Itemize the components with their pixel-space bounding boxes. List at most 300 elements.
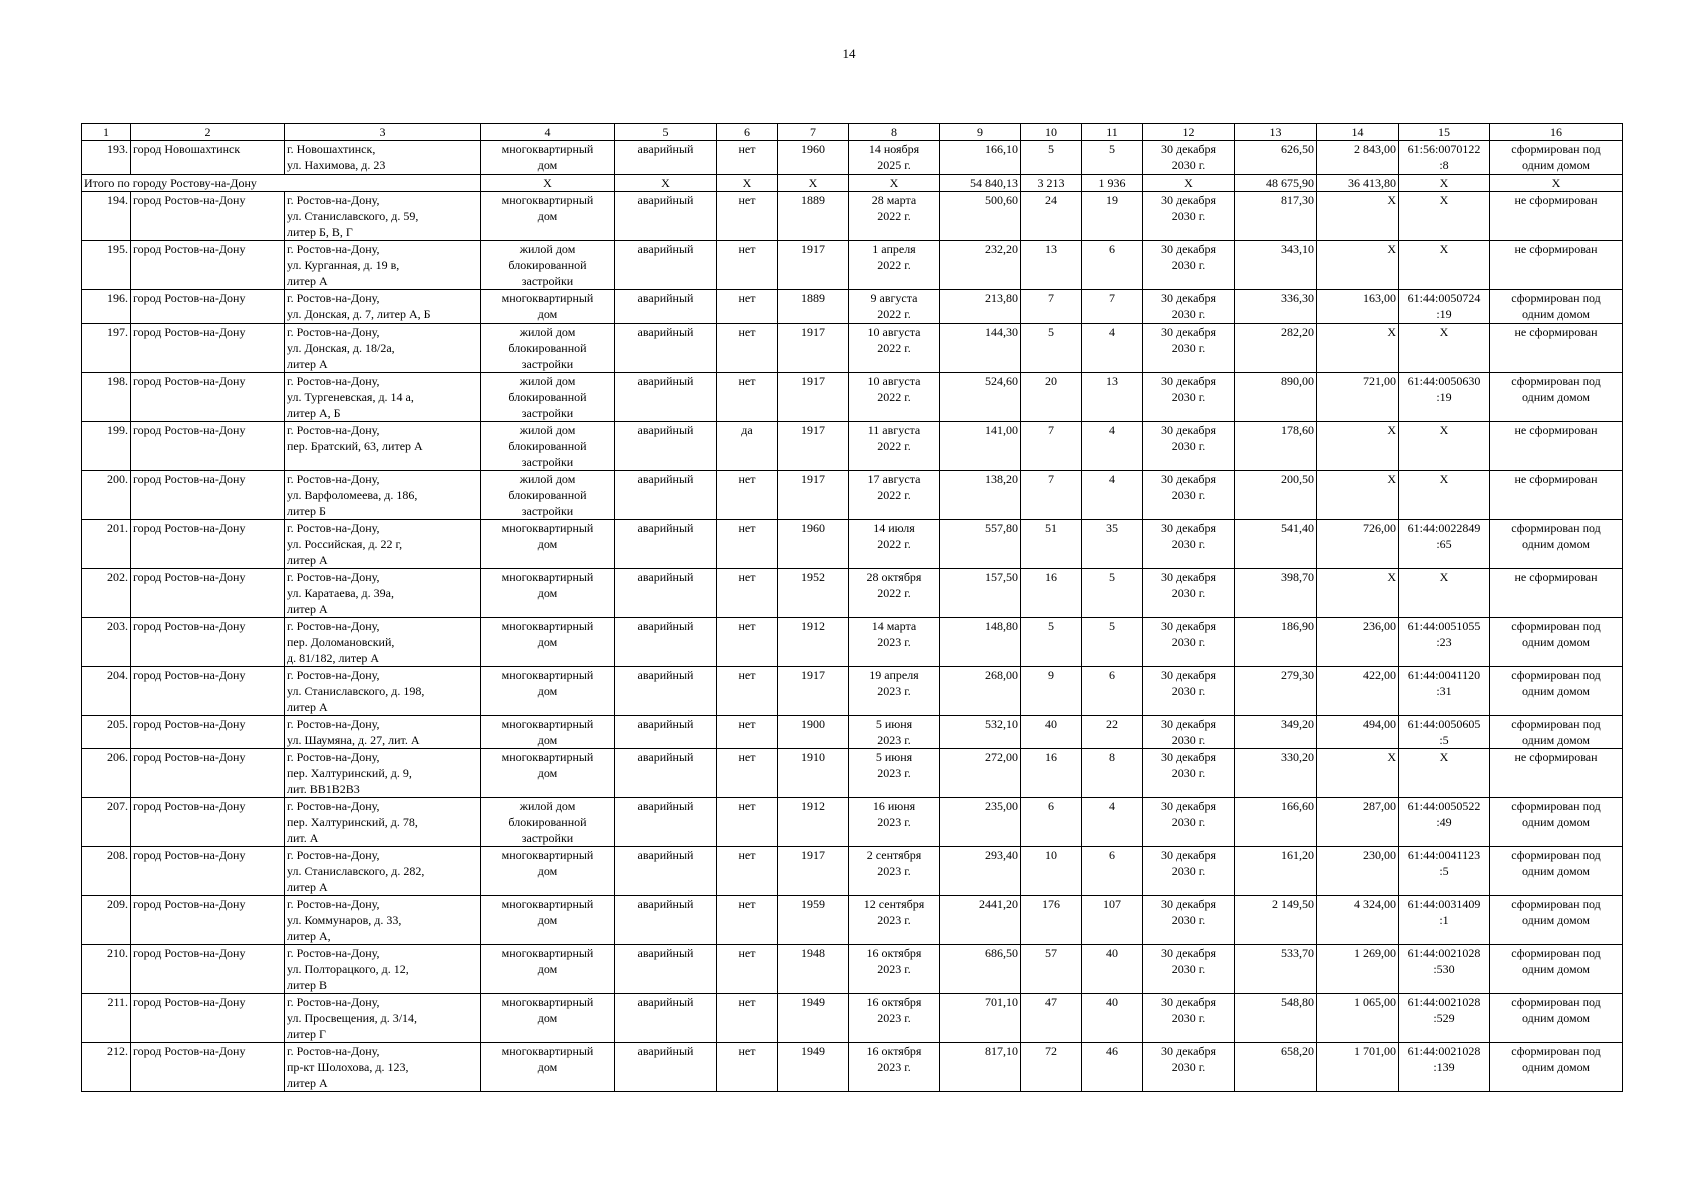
cell-year: 1960 bbox=[778, 141, 849, 175]
cell-c13: 817,30 bbox=[1235, 192, 1317, 241]
emergency-housing-table bbox=[81, 123, 1623, 1092]
column-number-header: 9 bbox=[940, 124, 1021, 141]
cell-c6: нет bbox=[717, 373, 778, 422]
cell-city: город Ростов-на-Дону bbox=[131, 798, 285, 847]
column-number-header: 16 bbox=[1490, 124, 1623, 141]
table-row bbox=[82, 569, 1623, 618]
cell-type: жилой дом блокированной застройки bbox=[481, 422, 615, 471]
cell-num: 197. bbox=[82, 324, 131, 373]
column-number-header: 12 bbox=[1143, 124, 1235, 141]
cell-year: 1917 bbox=[778, 241, 849, 290]
cell-city: город Ростов-на-Дону bbox=[131, 945, 285, 994]
table-row bbox=[82, 847, 1623, 896]
cell-date: 16 октября 2023 г. bbox=[849, 945, 940, 994]
table-row bbox=[82, 141, 1623, 175]
cell-cadastre: 61:44:0031409 :1 bbox=[1399, 896, 1490, 945]
cell-state: аварийный bbox=[615, 241, 717, 290]
cell-c14: 287,00 bbox=[1317, 798, 1399, 847]
cell-c11: 40 bbox=[1082, 994, 1143, 1043]
cell-c13: 349,20 bbox=[1235, 716, 1317, 749]
cell-city: город Ростов-на-Дону bbox=[131, 716, 285, 749]
cell-status: сформирован под одним домом bbox=[1490, 716, 1623, 749]
cell-area: 141,00 bbox=[940, 422, 1021, 471]
cell-city: город Ростов-на-Дону bbox=[131, 569, 285, 618]
cell-type: многоквартирный дом bbox=[481, 847, 615, 896]
cell-c11: 4 bbox=[1082, 798, 1143, 847]
cell-cadastre: 61:44:0041123 :5 bbox=[1399, 847, 1490, 896]
cell-state: аварийный bbox=[615, 141, 717, 175]
cell-c13: 282,20 bbox=[1235, 324, 1317, 373]
cell-city: город Ростов-на-Дону bbox=[131, 520, 285, 569]
cell-area: 235,00 bbox=[940, 798, 1021, 847]
cell-area: 532,10 bbox=[940, 716, 1021, 749]
cell-c10: 6 bbox=[1021, 798, 1082, 847]
cell-c13: 2 149,50 bbox=[1235, 896, 1317, 945]
cell-date: 12 сентября 2023 г. bbox=[849, 896, 940, 945]
header-row bbox=[82, 124, 1623, 141]
cell-type: жилой дом блокированной застройки bbox=[481, 241, 615, 290]
cell-city: город Ростов-на-Дону bbox=[131, 471, 285, 520]
cell-num: 211. bbox=[82, 994, 131, 1043]
cell-city: город Ростов-на-Дону bbox=[131, 618, 285, 667]
cell-status: не сформирован bbox=[1490, 471, 1623, 520]
table-row bbox=[82, 618, 1623, 667]
cell-c13: 336,30 bbox=[1235, 290, 1317, 324]
cell-c11: 107 bbox=[1082, 896, 1143, 945]
cell-area: 157,50 bbox=[940, 569, 1021, 618]
cell-cadastre: X bbox=[1399, 471, 1490, 520]
cell-status: не сформирован bbox=[1490, 749, 1623, 798]
table-row bbox=[82, 667, 1623, 716]
cell-type: многоквартирный дом bbox=[481, 1043, 615, 1092]
cell-c11: 22 bbox=[1082, 716, 1143, 749]
table-body bbox=[82, 124, 1623, 1092]
cell-deadline: 30 декабря 2030 г. bbox=[1143, 141, 1235, 175]
cell-num: 208. bbox=[82, 847, 131, 896]
cell-c11: 7 bbox=[1082, 290, 1143, 324]
cell-c13: 343,10 bbox=[1235, 241, 1317, 290]
cell-c11: 6 bbox=[1082, 847, 1143, 896]
column-number-header: 8 bbox=[849, 124, 940, 141]
cell-cadastre: X bbox=[1399, 324, 1490, 373]
cell-address: г. Ростов-на-Дону, ул. Станиславского, д. 198, литер А bbox=[285, 667, 481, 716]
column-number-header: 6 bbox=[717, 124, 778, 141]
column-number-header: 1 bbox=[82, 124, 131, 141]
cell-area: 686,50 bbox=[940, 945, 1021, 994]
cell-cadastre: 61:44:0050724 :19 bbox=[1399, 290, 1490, 324]
cell-deadline: 30 декабря 2030 г. bbox=[1143, 422, 1235, 471]
cell-c10: 57 bbox=[1021, 945, 1082, 994]
cell-c6: нет bbox=[717, 994, 778, 1043]
cell-type: многоквартирный дом bbox=[481, 520, 615, 569]
column-number-header: 3 bbox=[285, 124, 481, 141]
cell-date: 16 июня 2023 г. bbox=[849, 798, 940, 847]
cell-c10: 47 bbox=[1021, 994, 1082, 1043]
total-c5: X bbox=[615, 175, 717, 192]
cell-c6: нет bbox=[717, 241, 778, 290]
cell-area: 293,40 bbox=[940, 847, 1021, 896]
cell-c10: 5 bbox=[1021, 324, 1082, 373]
cell-status: сформирован под одним домом bbox=[1490, 896, 1623, 945]
total-c12: X bbox=[1143, 175, 1235, 192]
cell-c13: 186,90 bbox=[1235, 618, 1317, 667]
cell-status: сформирован под одним домом bbox=[1490, 141, 1623, 175]
cell-num: 194. bbox=[82, 192, 131, 241]
cell-cadastre: 61:44:0021028 :529 bbox=[1399, 994, 1490, 1043]
cell-address: г. Ростов-на-Дону, ул. Донская, д. 18/2а, литер А bbox=[285, 324, 481, 373]
table-row bbox=[82, 994, 1623, 1043]
cell-city: город Ростов-на-Дону bbox=[131, 422, 285, 471]
table-row bbox=[82, 896, 1623, 945]
cell-state: аварийный bbox=[615, 373, 717, 422]
cell-c6: нет bbox=[717, 1043, 778, 1092]
table-row bbox=[82, 945, 1623, 994]
cell-num: 210. bbox=[82, 945, 131, 994]
cell-c6: да bbox=[717, 422, 778, 471]
cell-c11: 40 bbox=[1082, 945, 1143, 994]
cell-status: сформирован под одним домом bbox=[1490, 1043, 1623, 1092]
cell-c11: 13 bbox=[1082, 373, 1143, 422]
cell-state: аварийный bbox=[615, 945, 717, 994]
cell-address: г. Новошахтинск, ул. Нахимова, д. 23 bbox=[285, 141, 481, 175]
cell-c13: 548,80 bbox=[1235, 994, 1317, 1043]
cell-year: 1917 bbox=[778, 324, 849, 373]
total-c10: 3 213 bbox=[1021, 175, 1082, 192]
cell-deadline: 30 декабря 2030 г. bbox=[1143, 1043, 1235, 1092]
cell-address: г. Ростов-на-Дону, ул. Коммунаров, д. 33, литер А, bbox=[285, 896, 481, 945]
cell-type: многоквартирный дом bbox=[481, 141, 615, 175]
cell-status: сформирован под одним домом bbox=[1490, 290, 1623, 324]
cell-city: город Ростов-на-Дону bbox=[131, 324, 285, 373]
cell-cadastre: X bbox=[1399, 422, 1490, 471]
table-row bbox=[82, 798, 1623, 847]
cell-status: не сформирован bbox=[1490, 422, 1623, 471]
cell-date: 10 августа 2022 г. bbox=[849, 373, 940, 422]
cell-area: 148,80 bbox=[940, 618, 1021, 667]
cell-cadastre: X bbox=[1399, 569, 1490, 618]
cell-city: город Новошахтинск bbox=[131, 141, 285, 175]
cell-cadastre: 61:44:0021028 :530 bbox=[1399, 945, 1490, 994]
cell-type: многоквартирный дом bbox=[481, 945, 615, 994]
column-number-header: 11 bbox=[1082, 124, 1143, 141]
cell-c6: нет bbox=[717, 290, 778, 324]
cell-c14: 726,00 bbox=[1317, 520, 1399, 569]
cell-c11: 4 bbox=[1082, 422, 1143, 471]
cell-address: г. Ростов-на-Дону, пер. Халтуринский, д. 78, лит. А bbox=[285, 798, 481, 847]
cell-c14: 4 324,00 bbox=[1317, 896, 1399, 945]
cell-area: 138,20 bbox=[940, 471, 1021, 520]
cell-status: не сформирован bbox=[1490, 569, 1623, 618]
cell-c10: 51 bbox=[1021, 520, 1082, 569]
cell-year: 1910 bbox=[778, 749, 849, 798]
total-c16: X bbox=[1490, 175, 1623, 192]
cell-address: г. Ростов-на-Дону, пер. Братский, 63, литер А bbox=[285, 422, 481, 471]
cell-city: город Ростов-на-Дону bbox=[131, 896, 285, 945]
cell-c14: X bbox=[1317, 749, 1399, 798]
cell-c11: 6 bbox=[1082, 667, 1143, 716]
cell-deadline: 30 декабря 2030 г. bbox=[1143, 798, 1235, 847]
cell-c14: 1 269,00 bbox=[1317, 945, 1399, 994]
cell-cadastre: 61:44:0050522 :49 bbox=[1399, 798, 1490, 847]
cell-c11: 4 bbox=[1082, 324, 1143, 373]
total-c7: X bbox=[778, 175, 849, 192]
table-row bbox=[82, 1043, 1623, 1092]
cell-c14: X bbox=[1317, 241, 1399, 290]
cell-year: 1912 bbox=[778, 798, 849, 847]
cell-c6: нет bbox=[717, 471, 778, 520]
cell-type: жилой дом блокированной застройки bbox=[481, 798, 615, 847]
total-label: Итого по городу Ростову-на-Дону bbox=[82, 175, 481, 192]
cell-c11: 46 bbox=[1082, 1043, 1143, 1092]
cell-num: 195. bbox=[82, 241, 131, 290]
cell-cadastre: X bbox=[1399, 749, 1490, 798]
cell-year: 1959 bbox=[778, 896, 849, 945]
cell-area: 500,60 bbox=[940, 192, 1021, 241]
cell-date: 28 марта 2022 г. bbox=[849, 192, 940, 241]
cell-state: аварийный bbox=[615, 192, 717, 241]
total-c4: X bbox=[481, 175, 615, 192]
cell-address: г. Ростов-на-Дону, ул. Станиславского, д. 59, литер Б, В, Г bbox=[285, 192, 481, 241]
cell-c10: 5 bbox=[1021, 141, 1082, 175]
cell-status: сформирован под одним домом bbox=[1490, 847, 1623, 896]
cell-date: 14 марта 2023 г. bbox=[849, 618, 940, 667]
cell-city: город Ростов-на-Дону bbox=[131, 847, 285, 896]
cell-state: аварийный bbox=[615, 847, 717, 896]
table-row bbox=[82, 716, 1623, 749]
cell-deadline: 30 декабря 2030 г. bbox=[1143, 749, 1235, 798]
cell-date: 10 августа 2022 г. bbox=[849, 324, 940, 373]
cell-c6: нет bbox=[717, 520, 778, 569]
cell-address: г. Ростов-на-Дону, пер. Доломановский, д. 81/182, литер А bbox=[285, 618, 481, 667]
cell-c13: 398,70 bbox=[1235, 569, 1317, 618]
cell-c13: 541,40 bbox=[1235, 520, 1317, 569]
cell-address: г. Ростов-на-Дону, ул. Варфоломеева, д. 186, литер Б bbox=[285, 471, 481, 520]
cell-c14: 230,00 bbox=[1317, 847, 1399, 896]
cell-area: 817,10 bbox=[940, 1043, 1021, 1092]
table-row bbox=[82, 520, 1623, 569]
cell-city: город Ростов-на-Дону bbox=[131, 1043, 285, 1092]
cell-c11: 19 bbox=[1082, 192, 1143, 241]
cell-area: 232,20 bbox=[940, 241, 1021, 290]
cell-city: город Ростов-на-Дону bbox=[131, 667, 285, 716]
table-row bbox=[82, 241, 1623, 290]
cell-c6: нет bbox=[717, 667, 778, 716]
cell-year: 1949 bbox=[778, 994, 849, 1043]
cell-num: 206. bbox=[82, 749, 131, 798]
total-c8: X bbox=[849, 175, 940, 192]
cell-deadline: 30 декабря 2030 г. bbox=[1143, 290, 1235, 324]
cell-c14: X bbox=[1317, 192, 1399, 241]
cell-c11: 35 bbox=[1082, 520, 1143, 569]
cell-year: 1889 bbox=[778, 192, 849, 241]
cell-status: сформирован под одним домом bbox=[1490, 618, 1623, 667]
cell-deadline: 30 декабря 2030 г. bbox=[1143, 618, 1235, 667]
cell-c6: нет bbox=[717, 569, 778, 618]
cell-deadline: 30 декабря 2030 г. bbox=[1143, 716, 1235, 749]
cell-c6: нет bbox=[717, 618, 778, 667]
cell-state: аварийный bbox=[615, 290, 717, 324]
cell-c10: 176 bbox=[1021, 896, 1082, 945]
cell-city: город Ростов-на-Дону bbox=[131, 192, 285, 241]
cell-address: г. Ростов-на-Дону, ул. Российская, д. 22 г, литер А bbox=[285, 520, 481, 569]
cell-state: аварийный bbox=[615, 618, 717, 667]
cell-address: г. Ростов-на-Дону, ул. Полторацкого, д. 12, литер В bbox=[285, 945, 481, 994]
cell-c13: 626,50 bbox=[1235, 141, 1317, 175]
total-c13: 48 675,90 bbox=[1235, 175, 1317, 192]
cell-c11: 4 bbox=[1082, 471, 1143, 520]
cell-state: аварийный bbox=[615, 716, 717, 749]
column-number-header: 5 bbox=[615, 124, 717, 141]
cell-date: 9 августа 2022 г. bbox=[849, 290, 940, 324]
cell-address: г. Ростов-на-Дону, ул. Просвещения, д. 3/14, литер Г bbox=[285, 994, 481, 1043]
cell-num: 193. bbox=[82, 141, 131, 175]
cell-c10: 72 bbox=[1021, 1043, 1082, 1092]
cell-c6: нет bbox=[717, 847, 778, 896]
cell-state: аварийный bbox=[615, 1043, 717, 1092]
cell-c6: нет bbox=[717, 749, 778, 798]
cell-date: 5 июня 2023 г. bbox=[849, 749, 940, 798]
cell-num: 212. bbox=[82, 1043, 131, 1092]
cell-c14: 163,00 bbox=[1317, 290, 1399, 324]
column-number-header: 2 bbox=[131, 124, 285, 141]
cell-address: г. Ростов-на-Дону, пер. Халтуринский, д. 9, лит. ВВ1В2В3 bbox=[285, 749, 481, 798]
cell-year: 1952 bbox=[778, 569, 849, 618]
cell-date: 16 октября 2023 г. bbox=[849, 1043, 940, 1092]
cell-date: 11 августа 2022 г. bbox=[849, 422, 940, 471]
cell-state: аварийный bbox=[615, 520, 717, 569]
cell-c6: нет bbox=[717, 716, 778, 749]
cell-city: город Ростов-на-Дону bbox=[131, 373, 285, 422]
cell-c14: 494,00 bbox=[1317, 716, 1399, 749]
cell-type: многоквартирный дом bbox=[481, 667, 615, 716]
cell-c11: 5 bbox=[1082, 618, 1143, 667]
table-row bbox=[82, 422, 1623, 471]
cell-type: многоквартирный дом bbox=[481, 994, 615, 1043]
cell-cadastre: 61:44:0021028 :139 bbox=[1399, 1043, 1490, 1092]
cell-c6: нет bbox=[717, 192, 778, 241]
cell-c14: X bbox=[1317, 422, 1399, 471]
cell-date: 2 сентября 2023 г. bbox=[849, 847, 940, 896]
cell-type: многоквартирный дом bbox=[481, 896, 615, 945]
cell-c10: 7 bbox=[1021, 471, 1082, 520]
cell-c13: 178,60 bbox=[1235, 422, 1317, 471]
cell-deadline: 30 декабря 2030 г. bbox=[1143, 192, 1235, 241]
cell-c6: нет bbox=[717, 798, 778, 847]
cell-deadline: 30 декабря 2030 г. bbox=[1143, 324, 1235, 373]
cell-c10: 40 bbox=[1021, 716, 1082, 749]
cell-c10: 24 bbox=[1021, 192, 1082, 241]
cell-c6: нет bbox=[717, 324, 778, 373]
cell-area: 2441,20 bbox=[940, 896, 1021, 945]
table-row bbox=[82, 192, 1623, 241]
cell-c14: X bbox=[1317, 471, 1399, 520]
cell-c6: нет bbox=[717, 141, 778, 175]
cell-c13: 279,30 bbox=[1235, 667, 1317, 716]
cell-state: аварийный bbox=[615, 422, 717, 471]
cell-date: 1 апреля 2022 г. bbox=[849, 241, 940, 290]
cell-cadastre: 61:44:0050630 :19 bbox=[1399, 373, 1490, 422]
cell-c6: нет bbox=[717, 945, 778, 994]
cell-c11: 8 bbox=[1082, 749, 1143, 798]
cell-deadline: 30 декабря 2030 г. bbox=[1143, 896, 1235, 945]
total-c14: 36 413,80 bbox=[1317, 175, 1399, 192]
column-number-header: 15 bbox=[1399, 124, 1490, 141]
cell-date: 17 августа 2022 г. bbox=[849, 471, 940, 520]
cell-cadastre: 61:44:0041120 :31 bbox=[1399, 667, 1490, 716]
cell-state: аварийный bbox=[615, 569, 717, 618]
cell-address: г. Ростов-на-Дону, ул. Курганная, д. 19 в, литер А bbox=[285, 241, 481, 290]
cell-num: 202. bbox=[82, 569, 131, 618]
cell-type: многоквартирный дом bbox=[481, 716, 615, 749]
cell-area: 166,10 bbox=[940, 141, 1021, 175]
cell-year: 1900 bbox=[778, 716, 849, 749]
cell-num: 199. bbox=[82, 422, 131, 471]
cell-c14: 236,00 bbox=[1317, 618, 1399, 667]
cell-area: 524,60 bbox=[940, 373, 1021, 422]
cell-date: 28 октября 2022 г. bbox=[849, 569, 940, 618]
cell-c10: 9 bbox=[1021, 667, 1082, 716]
cell-city: город Ростов-на-Дону bbox=[131, 290, 285, 324]
cell-num: 204. bbox=[82, 667, 131, 716]
cell-status: сформирован под одним домом bbox=[1490, 945, 1623, 994]
column-number-header: 4 bbox=[481, 124, 615, 141]
cell-date: 5 июня 2023 г. bbox=[849, 716, 940, 749]
cell-c10: 16 bbox=[1021, 569, 1082, 618]
cell-cadastre: X bbox=[1399, 192, 1490, 241]
cell-c13: 330,20 bbox=[1235, 749, 1317, 798]
cell-year: 1917 bbox=[778, 422, 849, 471]
cell-area: 144,30 bbox=[940, 324, 1021, 373]
cell-status: сформирован под одним домом bbox=[1490, 373, 1623, 422]
cell-deadline: 30 декабря 2030 г. bbox=[1143, 945, 1235, 994]
cell-c11: 5 bbox=[1082, 569, 1143, 618]
table-row bbox=[82, 324, 1623, 373]
cell-state: аварийный bbox=[615, 471, 717, 520]
cell-num: 201. bbox=[82, 520, 131, 569]
cell-num: 205. bbox=[82, 716, 131, 749]
cell-c14: X bbox=[1317, 569, 1399, 618]
cell-state: аварийный bbox=[615, 667, 717, 716]
cell-area: 701,10 bbox=[940, 994, 1021, 1043]
cell-c13: 658,20 bbox=[1235, 1043, 1317, 1092]
column-number-header: 10 bbox=[1021, 124, 1082, 141]
cell-cadastre: 61:56:0070122 :8 bbox=[1399, 141, 1490, 175]
cell-c13: 161,20 bbox=[1235, 847, 1317, 896]
cell-date: 14 июля 2022 г. bbox=[849, 520, 940, 569]
cell-num: 203. bbox=[82, 618, 131, 667]
total-row bbox=[82, 175, 1623, 192]
cell-state: аварийный bbox=[615, 749, 717, 798]
cell-deadline: 30 декабря 2030 г. bbox=[1143, 667, 1235, 716]
cell-num: 198. bbox=[82, 373, 131, 422]
cell-date: 14 ноября 2025 г. bbox=[849, 141, 940, 175]
cell-c10: 20 bbox=[1021, 373, 1082, 422]
cell-status: сформирован под одним домом bbox=[1490, 667, 1623, 716]
cell-year: 1917 bbox=[778, 667, 849, 716]
cell-deadline: 30 декабря 2030 г. bbox=[1143, 569, 1235, 618]
cell-year: 1949 bbox=[778, 1043, 849, 1092]
cell-c14: 2 843,00 bbox=[1317, 141, 1399, 175]
cell-type: многоквартирный дом bbox=[481, 192, 615, 241]
cell-cadastre: 61:44:0050605 :5 bbox=[1399, 716, 1490, 749]
cell-date: 19 апреля 2023 г. bbox=[849, 667, 940, 716]
cell-status: сформирован под одним домом bbox=[1490, 798, 1623, 847]
cell-num: 200. bbox=[82, 471, 131, 520]
cell-c11: 6 bbox=[1082, 241, 1143, 290]
cell-address: г. Ростов-на-Дону, ул. Каратаева, д. 39а, литер А bbox=[285, 569, 481, 618]
cell-c10: 5 bbox=[1021, 618, 1082, 667]
total-c11: 1 936 bbox=[1082, 175, 1143, 192]
